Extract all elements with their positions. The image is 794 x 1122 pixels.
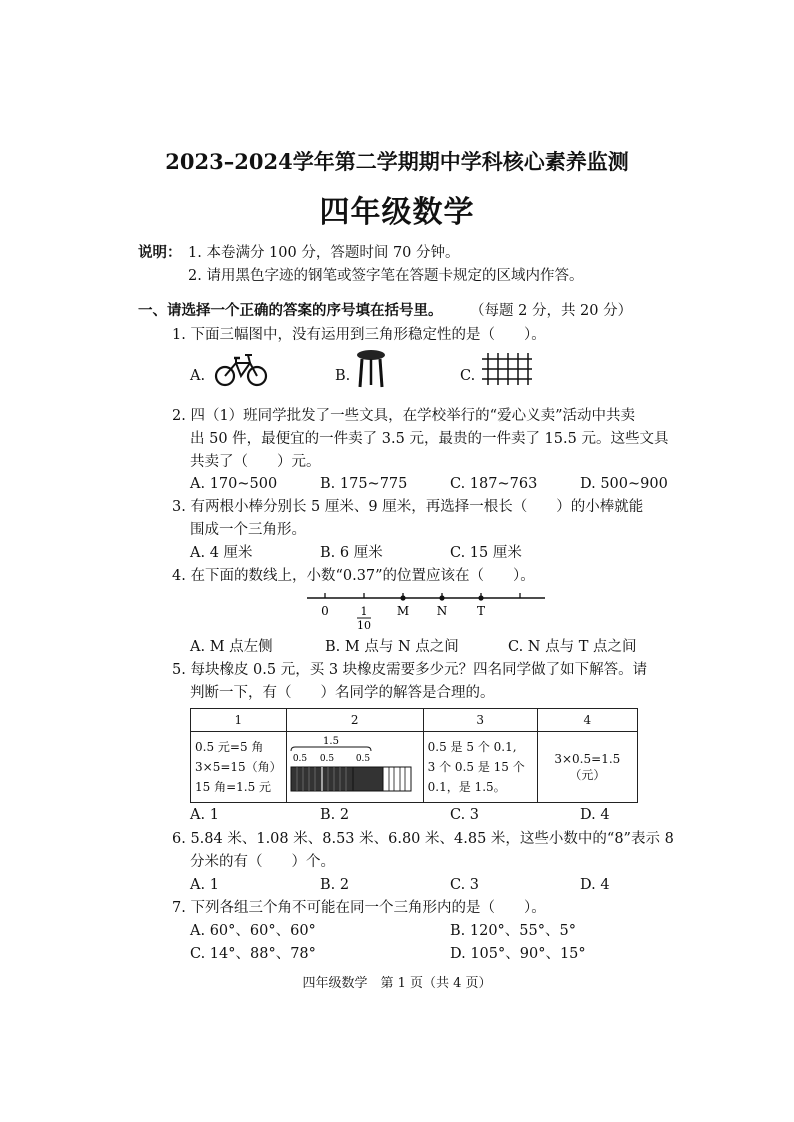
point-t-dot (478, 595, 483, 600)
solution-1-line: 3×5=15（角） (195, 760, 282, 774)
q2-line-3: 共卖了（ ）元。 (190, 454, 321, 470)
q1-option-a: A. (190, 368, 206, 384)
header-cell: 2 (286, 709, 423, 732)
header-cell: 3 (423, 709, 537, 732)
q2-option-d: D. 500~900 (580, 476, 668, 492)
q6-line-2: 分米的有（ ）个。 (190, 854, 335, 870)
fraction-numerator: 1 (360, 605, 368, 618)
q5-option-c: C. 3 (450, 807, 480, 823)
point-m-dot (400, 595, 405, 600)
q5-line-1: 5. 每块橡皮 0.5 元，买 3 块橡皮需要多少元？四名同学做了如下解答。请 (172, 662, 648, 678)
point-n-dot (439, 595, 444, 600)
table-header-row (191, 709, 638, 732)
q6-option-c: C. 3 (450, 877, 480, 893)
q4-stem: 4. 在下面的数线上，小数“0.37”的位置应该在（ ）。 (172, 568, 535, 584)
q7-option-d: D. 105°、90°、15° (450, 946, 586, 962)
q5-line-2: 判断一下，有（ ）名同学的解答是合理的。 (190, 685, 495, 701)
solution-3-line: 0.5 是 5 个 0.1, (427, 740, 517, 754)
q3-option-a: A. 4 厘米 (190, 545, 253, 561)
q7-option-b: B. 120°、55°、5° (450, 923, 576, 939)
solution-4-cell: 3×0.5=1.5（元） (537, 732, 637, 803)
page-footer: 四年级数学 第 1 页（共 4 页） (302, 976, 492, 991)
solutions-table (190, 708, 638, 803)
q7-option-c: C. 14°、88°、78° (190, 946, 316, 962)
point-t-label: T (476, 604, 486, 618)
solution-1-line: 15 角=1.5 元 (195, 780, 272, 794)
solution-3-cell (423, 732, 537, 803)
q1-option-c: C. (460, 368, 476, 384)
q2-line-2: 出 50 件，最便宜的一件卖了 3.5 元，最贵的一件卖了 15.5 元。这些文具 (190, 431, 669, 447)
solution-1-cell (191, 732, 287, 803)
q4-option-c: C. N 点与 T 点之间 (508, 639, 637, 655)
q2-option-c: C. 187~763 (450, 476, 538, 492)
header-cell: 1 (191, 709, 287, 732)
solution-3-line: 0.1，是 1.5。 (427, 780, 506, 794)
section-score-note: （每题 2 分，共 20 分） (470, 303, 633, 319)
solution-1-line: 0.5 元=5 角 (195, 740, 264, 754)
part-label: 0.5 (292, 753, 307, 764)
note-2: 2. 请用黑色字迹的钢笔或签字笔在答题卡规定的区域内作答。 (188, 268, 584, 284)
stool-icon (355, 349, 387, 389)
zero-label: 0 (321, 604, 329, 618)
q7-option-a: A. 60°、60°、60° (190, 923, 316, 939)
q3-option-b: B. 6 厘米 (320, 545, 383, 561)
solution-2-cell (286, 732, 423, 803)
q5-option-a: A. 1 (190, 807, 219, 823)
solution-2-diagram (287, 733, 415, 799)
q1-option-b: B. (335, 368, 351, 384)
section-title: 一、请选择一个正确的答案的序号填在括号里。 (138, 302, 443, 319)
part-label: 0.5 (355, 753, 370, 764)
q1-stem: 1. 下面三幅图中，没有运用到三角形稳定性的是（ ）。 (172, 327, 546, 343)
q4-option-a: A. M 点左侧 (190, 639, 273, 655)
q3-line-1: 3. 有两根小棒分别长 5 厘米、9 厘米，再选择一根长（ ）的小棒就能 (172, 499, 644, 515)
q5-option-b: B. 2 (320, 807, 350, 823)
solution-3-line: 3 个 0.5 是 15 个 (427, 760, 525, 774)
q3-option-c: C. 15 厘米 (450, 545, 522, 561)
q6-option-d: D. 4 (580, 877, 610, 893)
q4-option-b: B. M 点与 N 点之间 (325, 639, 459, 655)
q5-option-d: D. 4 (580, 807, 610, 823)
q6-option-a: A. 1 (190, 877, 219, 893)
header-cell: 4 (537, 709, 637, 732)
q2-option-b: B. 175~775 (320, 476, 408, 492)
q2-option-a: A. 170~500 (190, 476, 278, 492)
exam-title: 2023–2024学年第二学期期中学科核心素养监测 (165, 149, 629, 174)
fraction-denominator: 10 (357, 619, 371, 632)
total-label: 1.5 (322, 735, 339, 747)
decimal-strip (291, 767, 411, 791)
note-1: 1. 本卷满分 100 分，答题时间 70 分钟。 (188, 245, 460, 261)
q3-line-2: 围成一个三角形。 (190, 522, 306, 538)
q6-option-b: B. 2 (320, 877, 350, 893)
subject-title: 四年级数学 (319, 195, 475, 230)
q6-line-1: 6. 5.84 米、1.08 米、8.53 米、6.80 米、4.85 米，这些小数中的“8”表示 8 (172, 831, 674, 847)
q2-line-1: 2. 四（1）班同学批发了一些文具，在学校举行的“爱心义卖”活动中共卖 (172, 408, 635, 424)
point-m-label: M (396, 604, 410, 618)
grid-fence-icon (482, 353, 532, 385)
bicycle-icon (214, 349, 268, 387)
part-label: 0.5 (319, 753, 334, 764)
number-line (305, 590, 550, 632)
table-body-row (191, 732, 638, 803)
point-n-label: N (436, 604, 448, 618)
q7-stem: 7. 下列各组三个角不可能在同一个三角形内的是（ ）。 (172, 900, 546, 916)
notes-label: 说明： (138, 244, 182, 261)
